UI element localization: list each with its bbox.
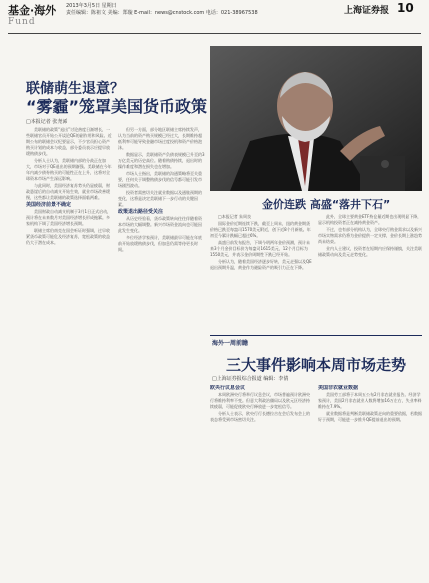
- paragraph: 多位经济学家预计，美联储最早可能在年底前开始放缓购债步伐，但加息仍需等待更长时间。: [118, 235, 202, 252]
- column-label: 海外一周前瞻: [212, 340, 249, 347]
- photo-headline: 金价连跌 高盛“落井下石”: [262, 198, 391, 211]
- article3-byline: □上海证券报综合报道 编辑：李倩: [212, 376, 289, 382]
- article2-column-2: [318, 214, 422, 332]
- paragraph: 分析人士表示，欧央行行长德拉吉在会后发布会上的表态将受到市场密切关注。: [210, 411, 310, 422]
- paragraph: 美国劳工部将于本周五公布2月非农就业报告。经济学家预计，美国2月非农就业人数将增加16万左右，失业率料维持在7.9%。: [318, 392, 422, 409]
- article1-column-2: [118, 127, 205, 575]
- article3-column-1: [210, 385, 313, 575]
- article1-headline: “雾霾”笼罩美国货币政策: [26, 97, 208, 116]
- paragraph: 美联储的政策“退出”讨论热度日渐增长，一些联储官员开始公开谈论QE的副作用和风险。近期公布的联储会议纪要显示，不少官员担心资产购买计划的成本与收益，部分委员表示应提早放缓购债步伐。: [26, 127, 112, 156]
- article3-subhead-1: 欧央行议息会议: [210, 385, 246, 391]
- paragraph: 国际金价近期连续下跌，截至上周末，纽约黄金期货价格已跌至每盎司1570美元附近，创下近8个月新低。年初至今累计跌幅已超过6%。: [210, 221, 311, 238]
- section-rule: [210, 335, 422, 336]
- paragraph: 美国财政自动减支机制于3月1日正式启动，预计将在未来数月对美国经济增长形成拖累。多家机构下调了美国经济增长预期。: [26, 209, 112, 226]
- page-header: [0, 0, 429, 16]
- paragraph: 投资者需密切关注就业数据以及通胀预期的变化，这将是决定美联储下一步行动的关键因素。: [118, 190, 202, 207]
- paragraph: 数据显示，美联储资产负债表规模已升至约3万亿美元的历史高位。随着购债持续，退出时的操作难度和潜在损失也在增加。: [118, 152, 205, 169]
- article3-column-2: [318, 385, 422, 575]
- paragraph: 但另一方面，部分地区联储主席持续发声，认为当前的资产购买规模已经过大，长期维持超低利率可能导致金融市场过度投机和资产价格泡沫。: [118, 127, 202, 150]
- paragraph: 此外，全球主要黄金ETF持仓量近期也出现明显下降，显示机构投资者正在减持黄金资产。: [318, 214, 422, 225]
- header-editors: 责任编辑：陈祖文 美编：郑璇 E-mail：news@cnstock.com 电话：021-38967538: [66, 10, 258, 16]
- article2-column-1: [210, 214, 313, 332]
- article1-kicker: 联储萌生退意？: [26, 81, 124, 97]
- masthead: 上海证券报: [344, 6, 390, 16]
- paragraph: 从历史经验看，货币政策转向往往伴随着资本市场的大幅调整。新兴市场资金流向也可能因此发生变化。: [118, 216, 202, 233]
- article1-subhead-2: 政策退出路径受关注: [118, 209, 164, 215]
- paragraph: 本周欧洲央行将举行议息会议，市场普遍预计欧洲央行将维持利率不变。但意大利政治僵局以及欧元区经济持续疲弱，可能促使欧央行释放进一步宽松信号。: [210, 392, 310, 409]
- section-en-label: Fund: [8, 17, 36, 27]
- paragraph: 不过，也有部分机构认为，全球央行购金需求以及新兴市场实物需求仍将为金价提供一定支撑，金价长期上涨趋势尚未结束。: [318, 227, 422, 244]
- header-meta: [66, 3, 276, 17]
- page-number: 10: [397, 1, 414, 15]
- paragraph: 分析认为，随着美国经济逐步好转，美元走强以及QE退出预期升温，黄金作为避险资产的吸引力正在下降。: [210, 259, 312, 270]
- paragraph: 分析人士认为，美联储内部的分歧正在加大，市场对于QE退出的预期渐强。美联储在今年年内减少债券购买的可能性正在上升，这将对全球资本市场产生深远影响。: [26, 158, 112, 181]
- header-date: 2013年3月5日 星期日: [66, 3, 117, 9]
- article3-headline: 三大事件影响本周市场走势: [226, 356, 407, 374]
- news-photo-speaker: [210, 46, 422, 191]
- article1-subhead-1: 美国经济前景不确定: [26, 202, 72, 208]
- article1-byline: □本报记者 张尧浠: [26, 119, 68, 125]
- paragraph: 高盛日前发布报告，下调今明两年金价预测，预计未来3个月金价目标价为每盎司1615美元，12个月目标为1550美元，并表示金价周期性下跌已经开始。: [210, 240, 310, 257]
- photo-illustration: [210, 46, 422, 191]
- paragraph: □本报记者 朱周良: [218, 214, 252, 219]
- paragraph: 与此同时，美国经济复苏势头仍显疲弱，财政悬崖后的自动减支开始生效，就业市场改善缓慢，这些都让美联储的政策选择面临两难。: [26, 183, 110, 200]
- section-label: 基金·海外: [8, 4, 57, 17]
- article3-subhead-2: 美国非农就业数据: [318, 385, 359, 391]
- header-rule: [8, 33, 421, 34]
- paragraph: 就业数据将是判断美联储政策走向的重要依据，若数据好于预期，可能进一步推升QE提前退出的预期。: [318, 411, 422, 422]
- article1-column-1: [26, 127, 113, 575]
- paragraph: 业内人士建议，投资者在短期内应保持谨慎，关注美联储政策动向及美元走势变化。: [318, 246, 422, 257]
- paragraph: 联储主席伯南克在国会听证时强调，过早收紧货币政策可能危及经济复苏，宽松政策的收益仍大于潜在成本。: [26, 228, 110, 245]
- paragraph: 市场人士指出，美联储的沟通策略将至关重要，任何关于调整购债步伐的信号都可能引发市场剧烈波动。: [118, 171, 202, 188]
